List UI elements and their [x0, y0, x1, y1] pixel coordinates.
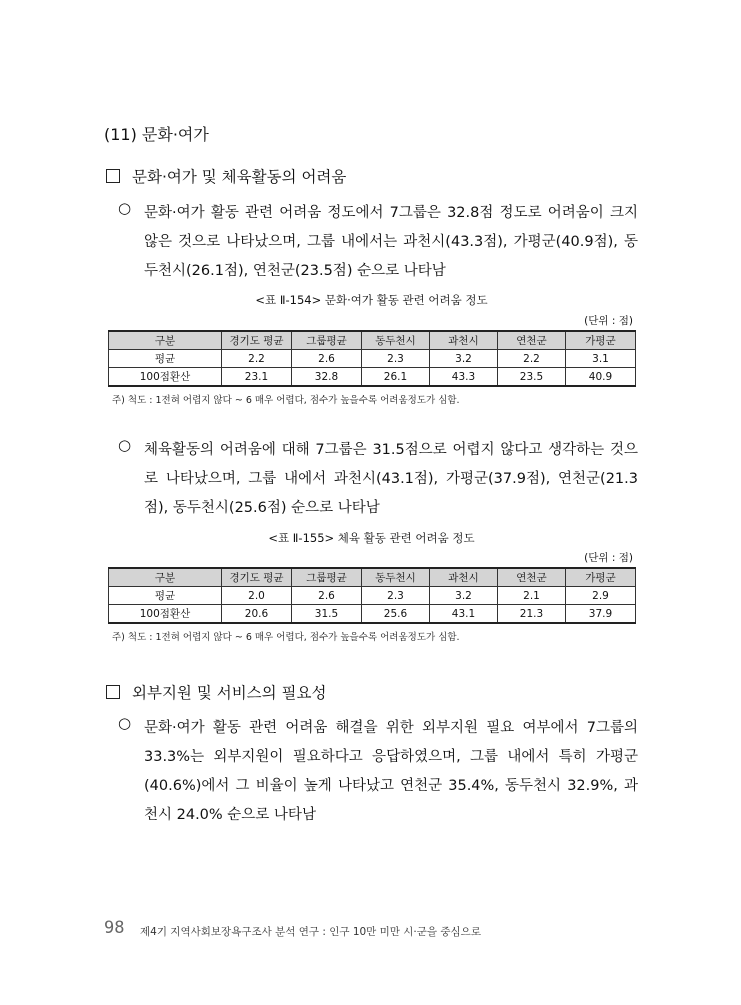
subsection-heading: [106, 681, 326, 703]
table-header-row: [109, 331, 636, 350]
table-cell: 21.3: [498, 605, 566, 624]
table-row: [109, 368, 636, 387]
table-cell: 3.2: [430, 587, 498, 605]
table-cell: 2.3: [362, 587, 430, 605]
subsection-heading: [106, 165, 346, 187]
table-cell: 100점환산: [109, 368, 222, 387]
table-cell: 평균: [109, 350, 222, 368]
table-cell: 23.1: [222, 368, 292, 387]
column-header: 과천시: [430, 568, 498, 587]
section-title: (11) 문화·여가: [104, 125, 209, 144]
table-caption: <표 Ⅱ-155> 체육 활동 관련 어려움 정도: [268, 531, 475, 545]
table-note: 주) 척도 : 1전혀 어렵지 않다 ~ 6 매우 어렵다, 점수가 높을수록 어려움정도가 심함.: [112, 395, 460, 406]
table-cell: 2.2: [222, 350, 292, 368]
table-cell: 3.2: [430, 350, 498, 368]
table-cell: 2.2: [498, 350, 566, 368]
table-cell: 32.8: [292, 368, 362, 387]
table-sports-difficulty: [108, 567, 636, 624]
circle-bullet-icon: ○: [118, 199, 132, 217]
column-header: 경기도 평균: [222, 568, 292, 587]
column-header: 과천시: [430, 331, 498, 350]
paragraph-text: 체육활동의 어려움에 대해 7그룹은 31.5점으로 어렵지 않다고 생각하는 것으로 나타났으며, 그룹 내에서 과천시(43.1점), 가평군(37.9점), 연천군(21.3점), 동두천시(25.6점) 순으로 나타남: [144, 442, 638, 516]
paragraph-external-support: [118, 714, 638, 834]
square-bullet-icon: [106, 685, 120, 699]
table-cell: 43.3: [430, 368, 498, 387]
table-header-row: [109, 568, 636, 587]
column-header: 그룹평균: [292, 331, 362, 350]
table-cell: 2.1: [498, 587, 566, 605]
column-header: 가평군: [566, 331, 636, 350]
paragraph-text: 문화·여가 활동 관련 어려움 정도에서 7그룹은 32.8점 정도로 어려움이 크지 않은 것으로 나타났으며, 그룹 내에서는 과천시(43.3점), 가평군(40.9점), 동두천시(26.1점), 연천군(23.5점) 순으로 나타남: [144, 205, 638, 279]
column-header: 경기도 평균: [222, 331, 292, 350]
table-cell: 25.6: [362, 605, 430, 624]
circle-bullet-icon: ○: [118, 714, 132, 732]
table-unit: (단위 : 점): [584, 552, 633, 564]
table-row: [109, 605, 636, 624]
table-cell: 31.5: [292, 605, 362, 624]
table-cell: 2.6: [292, 587, 362, 605]
table-cell: 20.6: [222, 605, 292, 624]
column-header: 동두천시: [362, 568, 430, 587]
column-header: 가평군: [566, 568, 636, 587]
table-cell: 2.3: [362, 350, 430, 368]
table-unit: (단위 : 점): [584, 315, 633, 327]
column-header: 구분: [109, 331, 222, 350]
table-culture-difficulty: [108, 330, 636, 387]
column-header: 연천군: [498, 331, 566, 350]
table-row: [109, 350, 636, 368]
table-row: [109, 587, 636, 605]
running-footer: 제4기 지역사회보장욕구조사 분석 연구 : 인구 10만 미만 시·군을 중심으로: [140, 926, 481, 938]
table-cell: 3.1: [566, 350, 636, 368]
table-cell: 37.9: [566, 605, 636, 624]
paragraph-sports-difficulty: [118, 436, 638, 526]
table-cell: 2.0: [222, 587, 292, 605]
table-note: 주) 척도 : 1전혀 어렵지 않다 ~ 6 매우 어렵다, 점수가 높을수록 어려움정도가 심함.: [112, 632, 460, 643]
table-cell: 26.1: [362, 368, 430, 387]
square-bullet-icon: [106, 169, 120, 183]
subsection-heading-text: 문화·여가 및 체육활동의 어려움: [132, 168, 347, 186]
table-caption: <표 Ⅱ-154> 문화·여가 활동 관련 어려움 정도: [255, 293, 488, 307]
table-cell: 43.1: [430, 605, 498, 624]
table-cell: 40.9: [566, 368, 636, 387]
subsection-heading-text: 외부지원 및 서비스의 필요성: [132, 684, 327, 702]
table-cell: 2.6: [292, 350, 362, 368]
circle-bullet-icon: ○: [118, 436, 132, 454]
page-number: 98: [104, 918, 125, 938]
table-cell: 100점환산: [109, 605, 222, 624]
column-header: 연천군: [498, 568, 566, 587]
column-header: 동두천시: [362, 331, 430, 350]
table-cell: 23.5: [498, 368, 566, 387]
table-cell: 평균: [109, 587, 222, 605]
paragraph-culture-difficulty: [118, 199, 638, 289]
paragraph-text: 문화·여가 활동 관련 어려움 해결을 위한 외부지원 필요 여부에서 7그룹의 33.3%는 외부지원이 필요하다고 응답하였으며, 그룹 내에서 특히 가평군(40.6%)에서 그 비율이 높게 나타났고 연천군 35.4%, 동두천시 32.9%, 과천시 24.0% 순으로 나타남: [144, 720, 638, 823]
column-header: 그룹평균: [292, 568, 362, 587]
column-header: 구분: [109, 568, 222, 587]
table-cell: 2.9: [566, 587, 636, 605]
